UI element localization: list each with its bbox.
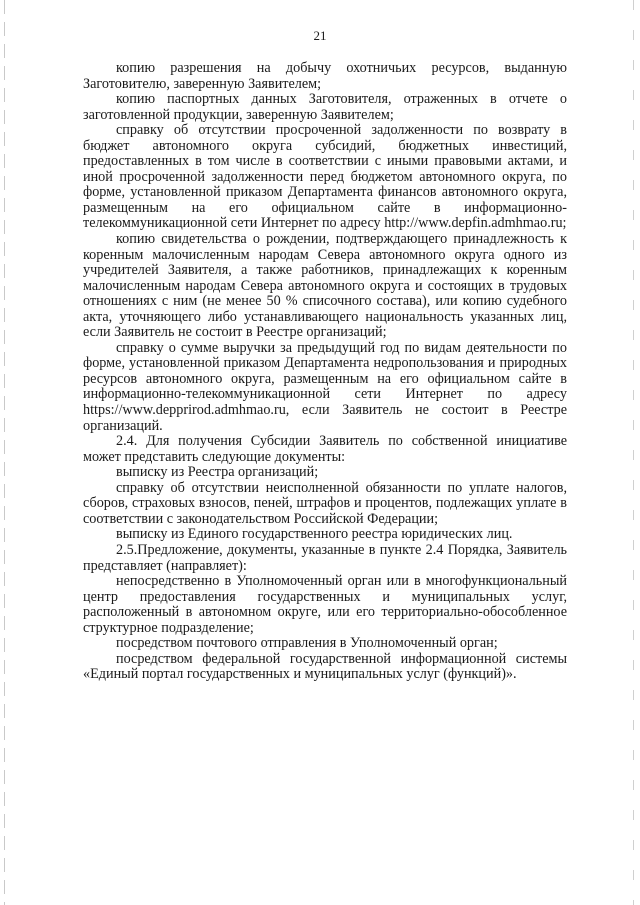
document-body xyxy=(83,61,567,683)
page-number: 21 xyxy=(313,28,327,43)
paragraph-section-2-4: 2.4. Для получения Субсидии Заявитель по собственной инициативе может представить следующие документы: xyxy=(83,433,567,465)
scan-edge-right xyxy=(633,0,634,905)
paragraph-tax-certificate: справку об отсутствии неисполненной обязанности по уплате налогов, сборов, страховых взносов, пеней, штрафов и процентов, подлежащих уплате в соответствии с законодательством Российской Федерации; xyxy=(83,479,567,527)
paragraph-submit-directly: непосредственно в Уполномоченный орган или в многофункциональный центр предоставления государственных и муниципальных услуг, расположенный в автономном округе, или его территориально-обособленное структурное подразделение; xyxy=(83,573,567,636)
paragraph-submit-via-portal: посредством федеральной государственной информационной системы «Единый портал государственных и муниципальных услуг (функций)». xyxy=(83,650,567,683)
paragraph-birth-certificate: копию свидетельства о рождении, подтверждающего принадлежность к коренным малочисленным народам Севера автономного округа одного из учредителей Заявителя, а также работников, принадлежащих к коренным малочисленным народам Севера автономного округа и состоящих в трудовых отношениях с ним (не менее 50 % списочного состава), или копию судебного акта, уточняющего либо устанавливающего национальность указанных лиц, если Заявитель не состоит в Реестре организаций; xyxy=(83,231,567,341)
scan-edge-left xyxy=(4,0,5,905)
paragraph-permit-copy: копию разрешения на добычу охотничьих ресурсов, выданную Заготовителю, заверенную Заявителем; xyxy=(83,60,567,92)
paragraph-egrul-extract: выписку из Единого государственного реестра юридических лиц. xyxy=(116,526,513,543)
paragraph-passport-copy: копию паспортных данных Заготовителя, отраженных в отчете о заготовленной продукции, заверенную Заявителем; xyxy=(83,91,567,123)
paragraph-section-2-5: 2.5.Предложение, документы, указанные в пункте 2.4 Порядка, Заявитель представляет (направляет): xyxy=(83,541,567,574)
paragraph-revenue-certificate: справку о сумме выручки за предыдущий год по видам деятельности по форме, установленной приказом Департамента недропользования и природных ресурсов автономного округа, размещенным на его официальном сайте в информационно-телекоммуникационной сети Интернет по адресу https://www.depprirod.admhmao.ru, если Заявитель не состоит в Реестре организаций. xyxy=(83,339,567,434)
paragraph-no-debt-certificate: справку об отсутствии просроченной задолженности по возврату в бюджет автономного округа субсидий, бюджетных инвестиций, предоставленных в том числе в соответствии с иными правовыми актами, и иной просроченной задолженности перед бюджетом автономного округа, по форме, установленной приказом Департамента финансов автономного округа, размещенным на его официальном сайте в информационно-телекоммуникационной сети Интернет по адресу http://www.depfin.admhmao.ru; xyxy=(83,122,567,232)
paragraph-submit-by-post: посредством почтового отправления в Уполномоченный орган; xyxy=(116,635,498,652)
paragraph-registry-extract: выписку из Реестра организаций; xyxy=(116,464,319,481)
